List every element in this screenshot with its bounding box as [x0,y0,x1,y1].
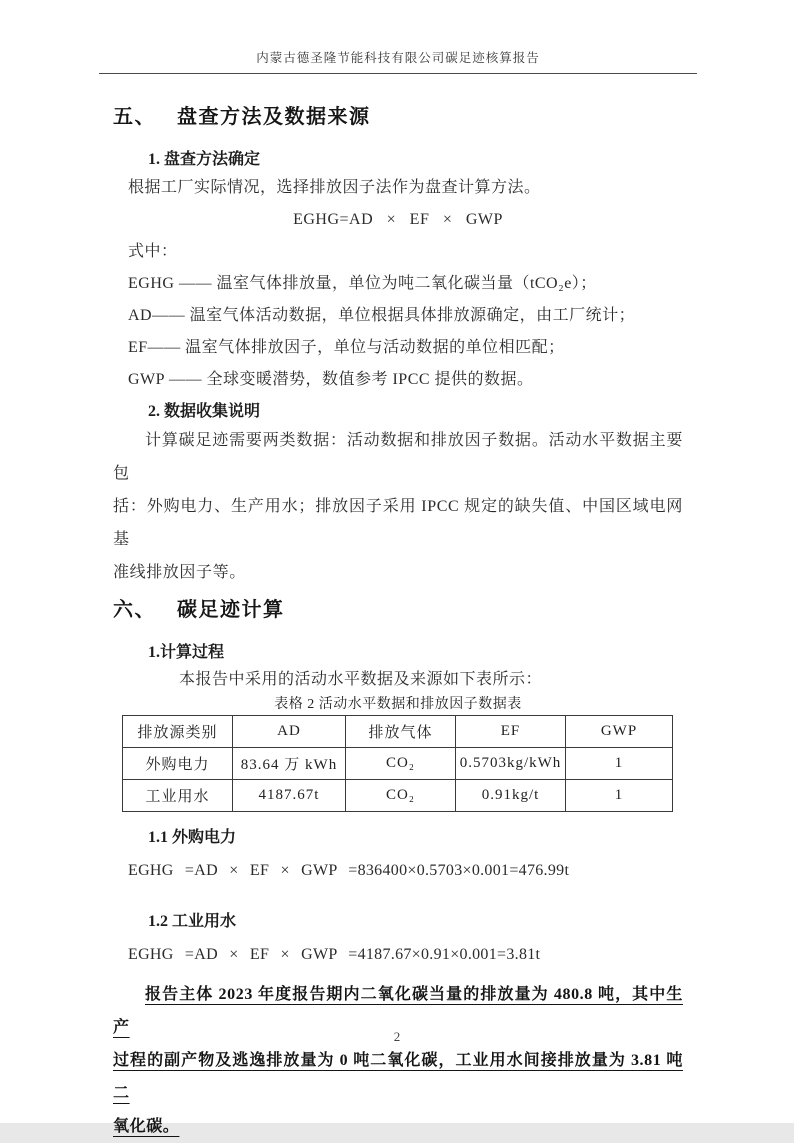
where-label: 式中： [128,243,178,260]
term-gwp: GWP —— 全球变暖潜势，数值参考 IPCC 提供的数据。 [128,371,534,388]
section-6-heading [113,595,683,625]
paragraph-line: 括：外购电力、生产用水；排放因子采用 IPCC 规定的缺失值、中国区域电网基 [113,498,683,548]
table-cell: 1 [566,780,673,812]
column-header: AD [233,716,346,748]
column-header: EF [456,716,566,748]
data-collection-paragraph [113,424,683,589]
section-5-number: 五、 [113,106,156,128]
conclusion-line: 氧化碳。 [113,1118,180,1135]
table-cell: 0.91kg/t [456,780,566,812]
page-number: 2 [393,1029,401,1044]
page-content [113,96,683,1143]
water-heading: 1.2 工业用水 [148,913,237,930]
table-cell: CO₂ [346,748,456,780]
table-cell: 1 [566,748,673,780]
table-cell: 外购电力 [123,748,233,780]
ghg-formula: EGHG=AD × EF × GWP [293,211,503,228]
running-header: 内蒙古德圣隆节能科技有限公司碳足迹核算报告 [99,48,697,74]
section-5-heading [113,102,683,132]
activity-data-table [122,715,673,812]
term-eghg: EGHG —— 温室气体排放量，单位为吨二氧化碳当量（tCO₂e）； [128,275,597,292]
table-row [123,748,673,780]
method-heading: 1. 盘查方法确定 [148,151,261,168]
conclusion-line: 过程的副产物及逃逸排放量为 0 吨二氧化碳，工业用水间接排放量为 3.81 吨二 [113,1052,683,1102]
column-header: 排放源类别 [123,716,233,748]
term-ad: AD—— 温室气体活动数据，单位根据具体排放源确定，由工厂统计； [128,307,636,324]
method-intro: 根据工厂实际情况，选择排放因子法作为盘查计算方法。 [128,179,541,196]
table-intro: 本报告中采用的活动水平数据及来源如下表所示： [179,671,543,688]
paragraph-line: 计算碳足迹需要两类数据：活动数据和排放因子数据。活动水平数据主要包 [113,432,683,482]
column-header: 排放气体 [346,716,456,748]
section-6-number: 六、 [113,599,156,621]
conclusion-paragraph [113,978,683,1143]
table-cell: CO₂ [346,780,456,812]
term-ef: EF—— 温室气体排放因子，单位与活动数据的单位相匹配； [128,339,565,356]
electricity-heading: 1.1 外购电力 [148,829,237,846]
table-cell: 0.5703kg/kWh [456,748,566,780]
table-caption: 表格 2 活动水平数据和排放因子数据表 [274,697,522,712]
table-header-row [123,716,673,748]
data-collection-heading: 2. 数据收集说明 [148,403,261,420]
electricity-formula: EGHG =AD × EF × GWP =836400×0.5703×0.001=476.99t [128,862,570,879]
section-6-title: 碳足迹计算 [177,599,285,621]
table-cell: 83.64 万 kWh [233,748,346,780]
process-heading: 1.计算过程 [148,644,225,661]
section-5-title: 盘查方法及数据来源 [177,106,371,128]
table-row [123,780,673,812]
water-formula: EGHG =AD × EF × GWP =4187.67×0.91×0.001=3.81t [128,946,541,963]
column-header: GWP [566,716,673,748]
table-cell: 工业用水 [123,780,233,812]
paragraph-line: 准线排放因子等。 [113,564,246,581]
conclusion-line: 报告主体 2023 年度报告期内二氧化碳当量的排放量为 480.8 吨，其中生产 [113,986,683,1036]
table-cell: 4187.67t [233,780,346,812]
